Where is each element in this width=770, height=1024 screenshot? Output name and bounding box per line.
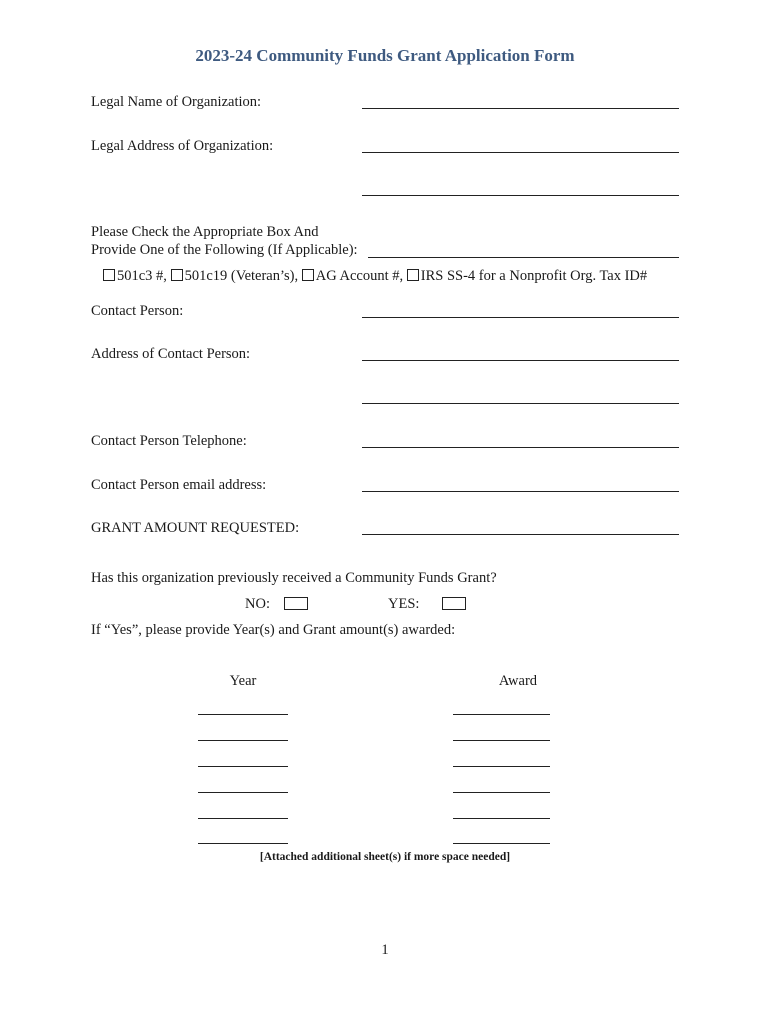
award-field-1[interactable] [453,714,550,715]
grant-amount-label: GRANT AMOUNT REQUESTED: [91,520,300,536]
contact-address-field-2[interactable] [362,403,679,404]
award-field-3[interactable] [453,766,550,767]
year-field-1[interactable] [198,714,288,715]
year-field-5[interactable] [198,818,288,819]
year-column-header: Year [229,673,257,689]
legal-address-field-1[interactable] [362,152,679,153]
award-field-2[interactable] [453,740,550,741]
501c3-label: 501c3 #, [117,268,167,284]
yes-label: YES: [388,596,420,612]
contact-email-label: Contact Person email address: [91,477,267,493]
contact-phone-label: Contact Person Telephone: [91,433,247,449]
contact-person-label: Contact Person: [91,303,184,319]
501c19-checkbox[interactable] [171,269,183,281]
year-field-4[interactable] [198,792,288,793]
501c3-checkbox[interactable] [103,269,115,281]
irs-ss4-checkbox[interactable] [407,269,419,281]
form-title: 2023-24 Community Funds Grant Application Form [195,46,575,65]
previous-grant-followup: If “Yes”, please provide Year(s) and Grant amount(s) awarded: [91,622,456,638]
501c19-label: 501c19 (Veteran’s), [184,268,299,284]
legal-address-field-2[interactable] [362,195,679,196]
ag-account-checkbox[interactable] [302,269,314,281]
org-type-options [103,268,647,285]
previous-grant-question: Has this organization previously received a Community Funds Grant? [91,570,497,586]
additional-sheets-note: [Attached additional sheet(s) if more space needed] [259,851,511,863]
year-field-3[interactable] [198,766,288,767]
irs-ss4-label: IRS SS-4 for a Nonprofit Org. Tax ID# [420,268,648,284]
check-instructions-line1: Please Check the Appropriate Box And [91,224,319,240]
contact-person-field[interactable] [362,317,679,318]
contact-address-field-1[interactable] [362,360,679,361]
grant-amount-field[interactable] [362,534,679,535]
yes-checkbox[interactable] [442,597,466,610]
contact-phone-field[interactable] [362,447,679,448]
legal-name-label: Legal Name of Organization: [91,94,262,110]
award-field-5[interactable] [453,818,550,819]
year-field-2[interactable] [198,740,288,741]
award-column-header: Award [498,673,538,689]
legal-address-label: Legal Address of Organization: [91,138,274,154]
contact-email-field[interactable] [362,491,679,492]
tax-id-field[interactable] [368,257,679,258]
no-checkbox[interactable] [284,597,308,610]
check-instructions-line2: Provide One of the Following (If Applicable): [91,242,358,258]
page-number: 1 [381,942,389,958]
contact-address-label: Address of Contact Person: [91,346,251,362]
ag-account-label: AG Account #, [315,268,404,284]
legal-name-field[interactable] [362,108,679,109]
no-label: NO: [245,596,270,612]
year-field-6[interactable] [198,843,288,844]
award-field-4[interactable] [453,792,550,793]
award-field-6[interactable] [453,843,550,844]
